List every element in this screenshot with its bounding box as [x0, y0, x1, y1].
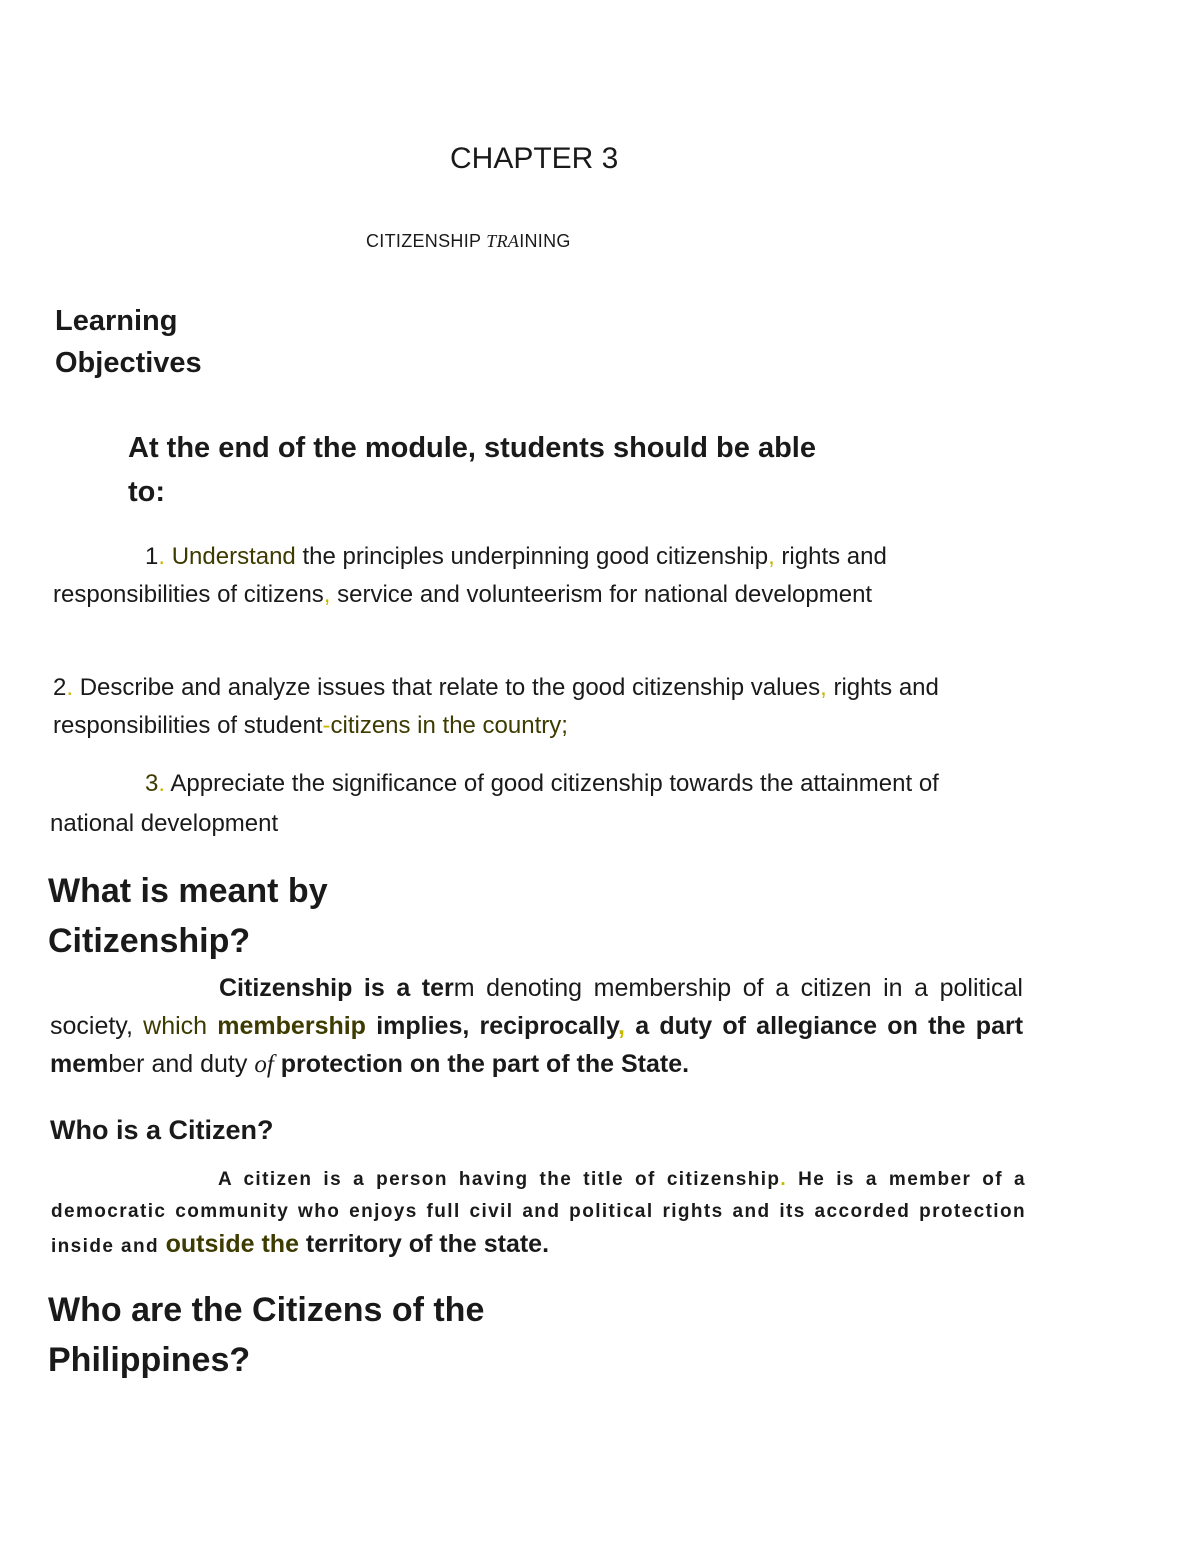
heading-line: Objectives [55, 347, 202, 379]
objective-1 [53, 538, 953, 614]
heading-line: Learning [55, 305, 178, 337]
para-text: Citizenship is a ter [219, 974, 454, 1002]
subtitle-italic-part: TRA [486, 231, 520, 251]
heading-line: Philippines? [48, 1341, 251, 1379]
para-text: m denoting membership of a citizen in a political society, [50, 974, 1023, 1040]
para-comma: , [618, 1012, 625, 1040]
citizen-definition [51, 1164, 1026, 1263]
objective-number-dot: . [66, 674, 74, 701]
objective-verb: Understand [165, 543, 296, 570]
subtitle-part: INING [519, 231, 571, 251]
chapter-title: CHAPTER 3 [450, 142, 619, 175]
objective-comma: , [768, 543, 775, 570]
objective-hyphen: - [322, 712, 331, 739]
objective-number: 3 [145, 770, 159, 797]
para-text: outside the [165, 1230, 299, 1258]
para-text: He is a member of a democratic community who enjoys full civil and political rights and its accorded protection inside and [51, 1169, 1027, 1257]
heading-line: Who are the Citizens of the [48, 1291, 485, 1329]
para-text: of [254, 1051, 274, 1078]
objective-text: citizens in the country; [330, 712, 568, 739]
para-text: implies, reciprocally [365, 1012, 619, 1040]
para-text: territory of the state. [298, 1230, 550, 1258]
heading-line: Citizenship? [48, 922, 251, 960]
objective-text: Describe and analyze issues that relate to the good citizenship values [73, 674, 821, 701]
objective-comma: , [323, 581, 331, 608]
citizenship-definition [50, 969, 1023, 1084]
para-text: a duty of allegiance on the part mem [50, 1012, 1024, 1078]
objective-2 [53, 669, 953, 745]
objective-text: rights and responsibilities of citizens [53, 543, 887, 608]
para-dot: . [780, 1169, 788, 1190]
objective-comma: , [820, 674, 827, 701]
section-heading-citizenship [48, 866, 548, 966]
subtitle-part: CITIZENSHIP [366, 231, 487, 251]
learning-objectives-heading [55, 300, 202, 384]
objective-text: rights and responsibilities of student [53, 674, 939, 739]
objective-text: the principles underpinning good citizenship [295, 543, 769, 570]
heading-line: What is meant by [48, 872, 328, 910]
para-text: protection on the part of the State. [273, 1050, 690, 1078]
objective-number: 1 [145, 543, 159, 570]
objective-text: service and volunteerism for national development [330, 581, 873, 608]
objective-text: Appreciate the significance of good citizenship towards the attainment of national development [50, 770, 939, 837]
para-text: ber and duty [108, 1050, 255, 1078]
objective-3 [50, 764, 950, 844]
objective-number-dot: . [158, 543, 166, 570]
para-text: membership [217, 1012, 366, 1040]
section-heading-philippine-citizens [48, 1285, 548, 1385]
objectives-intro: At the end of the module, students should be able to: [128, 432, 816, 508]
objective-number: 2 [53, 674, 67, 701]
para-text: which [143, 1012, 218, 1040]
section-heading-who-is-citizen: Who is a Citizen? [50, 1115, 274, 1145]
para-text: A citizen is a person having the title of citizenship [218, 1169, 781, 1190]
chapter-subtitle [366, 231, 571, 252]
objective-number-dot: . [158, 770, 166, 797]
